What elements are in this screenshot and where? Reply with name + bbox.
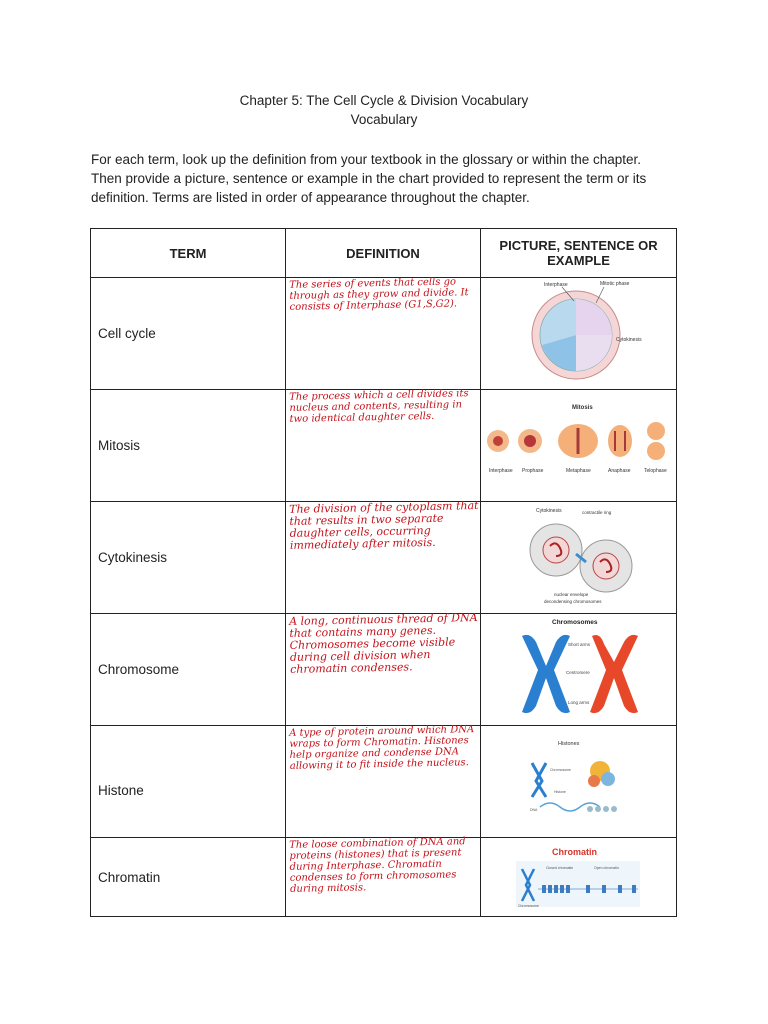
- chromosome-label: Long arms: [567, 700, 589, 705]
- mitosis-diagram: [484, 393, 674, 493]
- cytokinesis-label: contractile ring: [581, 510, 611, 515]
- term-cell: Cytokinesis: [91, 502, 286, 614]
- instructions: [91, 150, 691, 207]
- picture-cell: [481, 838, 677, 917]
- table-header-row: [91, 229, 677, 278]
- page-title: Chapter 5: The Cell Cycle & Division Vocabulary: [239, 93, 529, 108]
- cytokinesis-label: decondensing chromosomes: [543, 599, 602, 604]
- table-row: [91, 502, 677, 614]
- term-cell: Mitosis: [91, 390, 286, 502]
- cytokinesis-label: nuclear envelope: [553, 592, 588, 597]
- phase-label: Metaphase: [565, 468, 591, 474]
- definition-cell[interactable]: [286, 498, 481, 614]
- instructions-line: For each term, look up the definition from your textbook in the glossary or within the chapter.: [91, 152, 642, 167]
- chromatin-label: Closed chromatin: [545, 865, 573, 870]
- chromosome-label: Centromere: [565, 670, 590, 675]
- term-cell: Chromatin: [91, 838, 286, 917]
- mitosis-title: Mitosis: [571, 405, 593, 411]
- phase-label: Anaphase: [607, 468, 631, 474]
- definition-cell[interactable]: [286, 838, 481, 917]
- handwritten-definition: The process which a cell divides its nucleus and contents, resulting in two identical daughter cells.: [289, 388, 469, 425]
- definition-cell[interactable]: [286, 278, 481, 390]
- vocabulary-table: [90, 228, 677, 917]
- phase-label: Interphase: [488, 468, 513, 474]
- chromosome-title: Chromosomes: [551, 619, 598, 626]
- picture-cell: [481, 614, 677, 726]
- table-row: [91, 390, 677, 502]
- page-subtitle: Vocabulary: [350, 112, 418, 127]
- picture-cell: [481, 502, 677, 614]
- chromosome-diagram: [504, 614, 654, 720]
- table-row: [91, 726, 677, 838]
- picture-cell: [481, 278, 677, 390]
- chromatin-label: Chromosome: [517, 903, 539, 908]
- header-picture: PICTURE, SENTENCE OR EXAMPLE: [481, 229, 677, 278]
- phase-label: Telophase: [643, 468, 667, 474]
- table-row: [91, 614, 677, 726]
- header-term: TERM: [91, 229, 286, 278]
- chromosome-label: Short arms: [567, 642, 590, 647]
- table-row: [91, 278, 677, 390]
- definition-cell[interactable]: [286, 726, 481, 838]
- term-cell: Histone: [91, 726, 286, 838]
- histone-label: Histone: [553, 790, 566, 794]
- histone-label: DNA: [529, 808, 537, 812]
- picture-cell: [481, 390, 677, 502]
- cell-cycle-label: Interphase: [543, 282, 568, 288]
- handwritten-definition: A long, continuous thread of DNA that contains many genes. Chromosomes become visible during cell division when chromatin condenses.: [289, 610, 478, 676]
- chromatin-diagram: [514, 839, 644, 911]
- cell-cycle-label: Cytokinesis: [615, 337, 642, 343]
- cell-cycle-label: Mitotic phase: [599, 281, 629, 287]
- cytokinesis-diagram: [514, 502, 644, 608]
- chromatin-title: Chromatin: [551, 846, 597, 857]
- header-definition: DEFINITION: [286, 229, 481, 278]
- histone-label: Chromosome: [549, 768, 571, 772]
- handwritten-definition: The loose combination of DNA and proteins (histones) that is present during Interphase. Chromatin condenses to form chromosomes during mitosis.: [289, 836, 466, 895]
- cell-cycle-diagram: [504, 279, 654, 383]
- instructions-line: Then provide a picture, sentence or example in the chart provided to represent the term or its: [91, 171, 647, 186]
- term-cell: Chromosome: [91, 614, 286, 726]
- phase-label: Prophase: [521, 468, 543, 474]
- histone-title: Histones: [557, 741, 579, 747]
- handwritten-definition: A type of protein around which DNA wraps to form Chromatin. Histones help organize and condense DNA allowing it to fit inside the nucleus.: [289, 724, 475, 772]
- handwritten-definition: The series of events that cells go through as they grow and divide. It consists of Interphase (G1,S,G2).: [289, 276, 469, 313]
- term-cell: Cell cycle: [91, 278, 286, 390]
- table-row: [91, 838, 677, 917]
- picture-cell: [481, 726, 677, 838]
- handwritten-definition: The division of the cytoplasm that that results in two separate daughter cells, occurring immediately after mitosis.: [289, 498, 479, 552]
- chromatin-label: Open chromatin: [593, 865, 619, 870]
- instructions-line: definition. Terms are listed in order of appearance throughout the chapter.: [91, 190, 530, 205]
- cytokinesis-title: Cytokinesis: [535, 508, 562, 514]
- definition-cell[interactable]: [286, 610, 481, 726]
- definition-cell[interactable]: [286, 390, 481, 502]
- histone-diagram: [524, 731, 634, 827]
